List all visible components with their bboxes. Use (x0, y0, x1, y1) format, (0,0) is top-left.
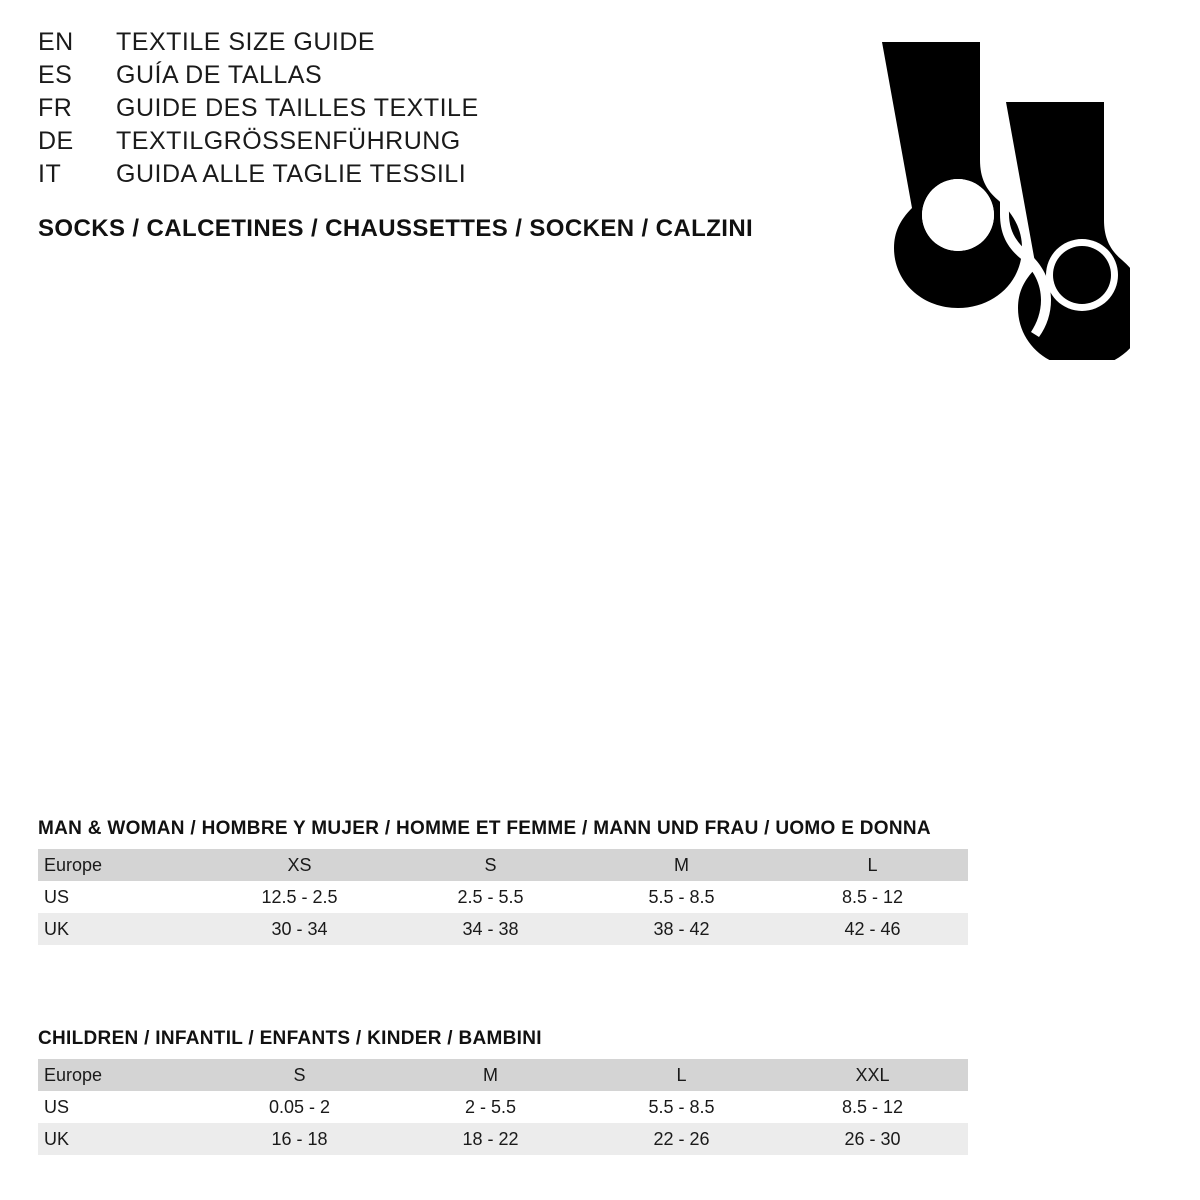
language-row-en (38, 28, 798, 61)
language-code: FR (38, 94, 73, 122)
language-code: IT (38, 160, 62, 188)
row-label: UK (38, 913, 204, 945)
language-row-es (38, 61, 798, 94)
language-title: TEXTILGRÖSSENFÜHRUNG (116, 127, 461, 155)
cell: 34 - 38 (395, 913, 586, 945)
language-row-it (38, 160, 798, 193)
language-title: GUÍA DE TALLAS (116, 61, 323, 89)
row-label: Europe (38, 1059, 204, 1091)
cell: 2 - 5.5 (395, 1091, 586, 1123)
table-row (38, 849, 968, 881)
language-row-de (38, 127, 798, 160)
language-code: DE (38, 127, 74, 155)
row-label: US (38, 881, 204, 913)
language-title: GUIDA ALLE TAGLIE TESSILI (116, 160, 467, 188)
cell: 8.5 - 12 (777, 1091, 968, 1123)
socks-icon (810, 30, 1130, 360)
row-label: UK (38, 1123, 204, 1155)
cell: 22 - 26 (586, 1123, 777, 1155)
size-table-adult (38, 818, 968, 945)
socks-illustration (810, 30, 1130, 360)
cell: S (395, 849, 586, 881)
cell: S (204, 1059, 395, 1091)
cell: 16 - 18 (204, 1123, 395, 1155)
product-category-label: SOCKS / CALCETINES / CHAUSSETTES / SOCKEN / CALZINI (38, 215, 754, 242)
cell: L (586, 1059, 777, 1091)
language-title: GUIDE DES TAILLES TEXTILE (116, 94, 479, 122)
size-table-children (38, 1028, 968, 1155)
table-title-adult: MAN & WOMAN / HOMBRE Y MUJER / HOMME ET FEMME / MANN UND FRAU / UOMO E DONNA (38, 818, 931, 839)
language-row-fr (38, 94, 798, 127)
cell: M (395, 1059, 586, 1091)
cell: 18 - 22 (395, 1123, 586, 1155)
header (38, 28, 798, 243)
cell: 30 - 34 (204, 913, 395, 945)
table-children (38, 1059, 968, 1155)
cell: M (586, 849, 777, 881)
cell: XXL (777, 1059, 968, 1091)
cell: 8.5 - 12 (777, 881, 968, 913)
table-row (38, 1091, 968, 1123)
table-row (38, 913, 968, 945)
cell: 5.5 - 8.5 (586, 1091, 777, 1123)
cell: L (777, 849, 968, 881)
table-title-children: CHILDREN / INFANTIL / ENFANTS / KINDER / BAMBINI (38, 1028, 542, 1049)
cell: 5.5 - 8.5 (586, 881, 777, 913)
row-label: US (38, 1091, 204, 1123)
language-code: EN (38, 28, 74, 56)
cell: 42 - 46 (777, 913, 968, 945)
row-label: Europe (38, 849, 204, 881)
cell: 12.5 - 2.5 (204, 881, 395, 913)
language-title: TEXTILE SIZE GUIDE (116, 28, 376, 56)
cell: 0.05 - 2 (204, 1091, 395, 1123)
cell: 26 - 30 (777, 1123, 968, 1155)
table-row (38, 1123, 968, 1155)
table-row (38, 881, 968, 913)
cell: 2.5 - 5.5 (395, 881, 586, 913)
table-row (38, 1059, 968, 1091)
table-adult (38, 849, 968, 945)
cell: 38 - 42 (586, 913, 777, 945)
cell: XS (204, 849, 395, 881)
language-code: ES (38, 61, 73, 89)
